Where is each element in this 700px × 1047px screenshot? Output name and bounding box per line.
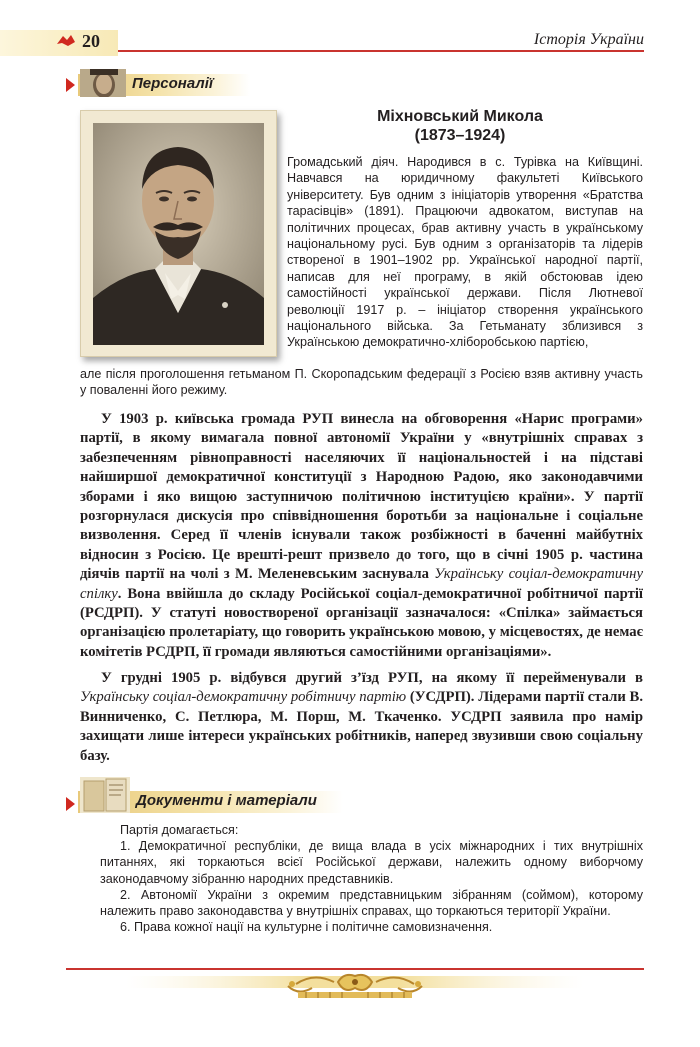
documents-label: Документи і матеріали (136, 792, 317, 809)
page-marker-icon (56, 34, 76, 48)
paragraph-usdrp (80, 669, 643, 766)
section-marker-icon (66, 797, 75, 811)
personalia-label: Персоналії (132, 75, 214, 92)
biography-continuation: але після проголошення гетьманом П. Скоропадським федерації з Росією взяв активну участь у поваленні його режиму. (80, 367, 643, 398)
documents-thumbnail-icon (80, 777, 130, 813)
header-rule (118, 50, 644, 52)
paragraph-rup-program (80, 410, 643, 662)
portrait-thumbnail-icon (80, 69, 126, 97)
person-name: Міхновський Микола (377, 108, 543, 125)
documents-text (100, 822, 643, 935)
section-marker-icon (66, 78, 75, 92)
doc-intro: Партія домагається: (120, 823, 239, 837)
person-name-block (310, 107, 610, 145)
page-number: 20 (82, 31, 100, 51)
biography-text: Громадський діяч. Народився в с. Турівка на Київщині. Навчався на юридичному факультеті Київського університету. Був одним з ініціаторів утворення «Братства тарасівців» (1891). Працюючи адвокатом, виступав на політичних процесах, брав активну участь в українському національному русі. Був одним з організаторів та лідерів створеної в 1901–1902 рр. Української народної партії, написав для неї програму, в якій обстоював ідею самостійності української держави. Після Лютневої революції 1917 р. – ініціатор створення українського національного війська. За Гетьманату зблизився з Українською демократично-хліборобською партією, (287, 155, 643, 350)
doc-item-2: 2. Автономії України з окремим представницьким зібранням (соймом), которому належить право законодавства у внутрішніх справах, що торкаються території України. (100, 887, 643, 919)
book-title: Історія України (533, 31, 644, 48)
portrait-photo (80, 110, 277, 357)
paragraph-text: (УСДРП). Лідерами партії стали В. Винниченко, С. Петлюра, М. Порш, М. Ткаченко. УСДРП заявила про намір захищати лише інтереси українських робітників, наперед звузивши свою соціальну базу. (80, 689, 644, 764)
doc-item-1: 1. Демократичної республіки, де вища влада в усіх міжнародних і тих внутрішніх питаннях, які торкаються всієї Російської держави, належить одному виборчому законодавчому зібранню народних представників. (100, 839, 643, 886)
doc-item-6: 6. Права кожної нації на культурне і політичне самовизначення. (120, 920, 493, 935)
paragraph-text: У 1903 р. київська громада РУП винесла на обговорення «Нарис програми» партії, в якому вимагала повної автономії України у «внутрішніх справах з забезпеченням рівноправності населяючих її національностей і на підставі найширшої демократичної конституції з Народною Радою, яко законодавчими зборами і яко вищою заступничою політичною інституцією країни». У партії розгорнулася дискусія про співвідношення боротьби за національне і соціальне визволення. Серед її членів існували також розбіжності в баченні майбутніх відносин з Росією. Це врешті-решт призвело до того, що в січні 1905 р. частина діячів партії на чолі з М. Меленевським заснувала (80, 411, 643, 583)
person-years: (1873–1924) (414, 127, 506, 144)
paragraph-text: У грудні 1905 р. відбувся другий з’їзд РУП, на якому її перейменували в (101, 670, 643, 686)
term-usdrp: Українську соціал-демократичну робітничу партію (80, 689, 407, 706)
footer-ornament-icon (66, 970, 644, 1010)
paragraph-text: . Вона ввійшла до складу Російської соціал-демократичної робітничої партії (РСДРП). У статуті новоствореної організації зазначалося: «Спілка» займається організацією пролетаріату, що говорить українською мовою, у місцевостях, де немає комітетів РСДРП, її громади являються самостійними організаціями». (80, 585, 643, 660)
term-spilka: Українську соціал-демократичну спілку (80, 566, 643, 602)
